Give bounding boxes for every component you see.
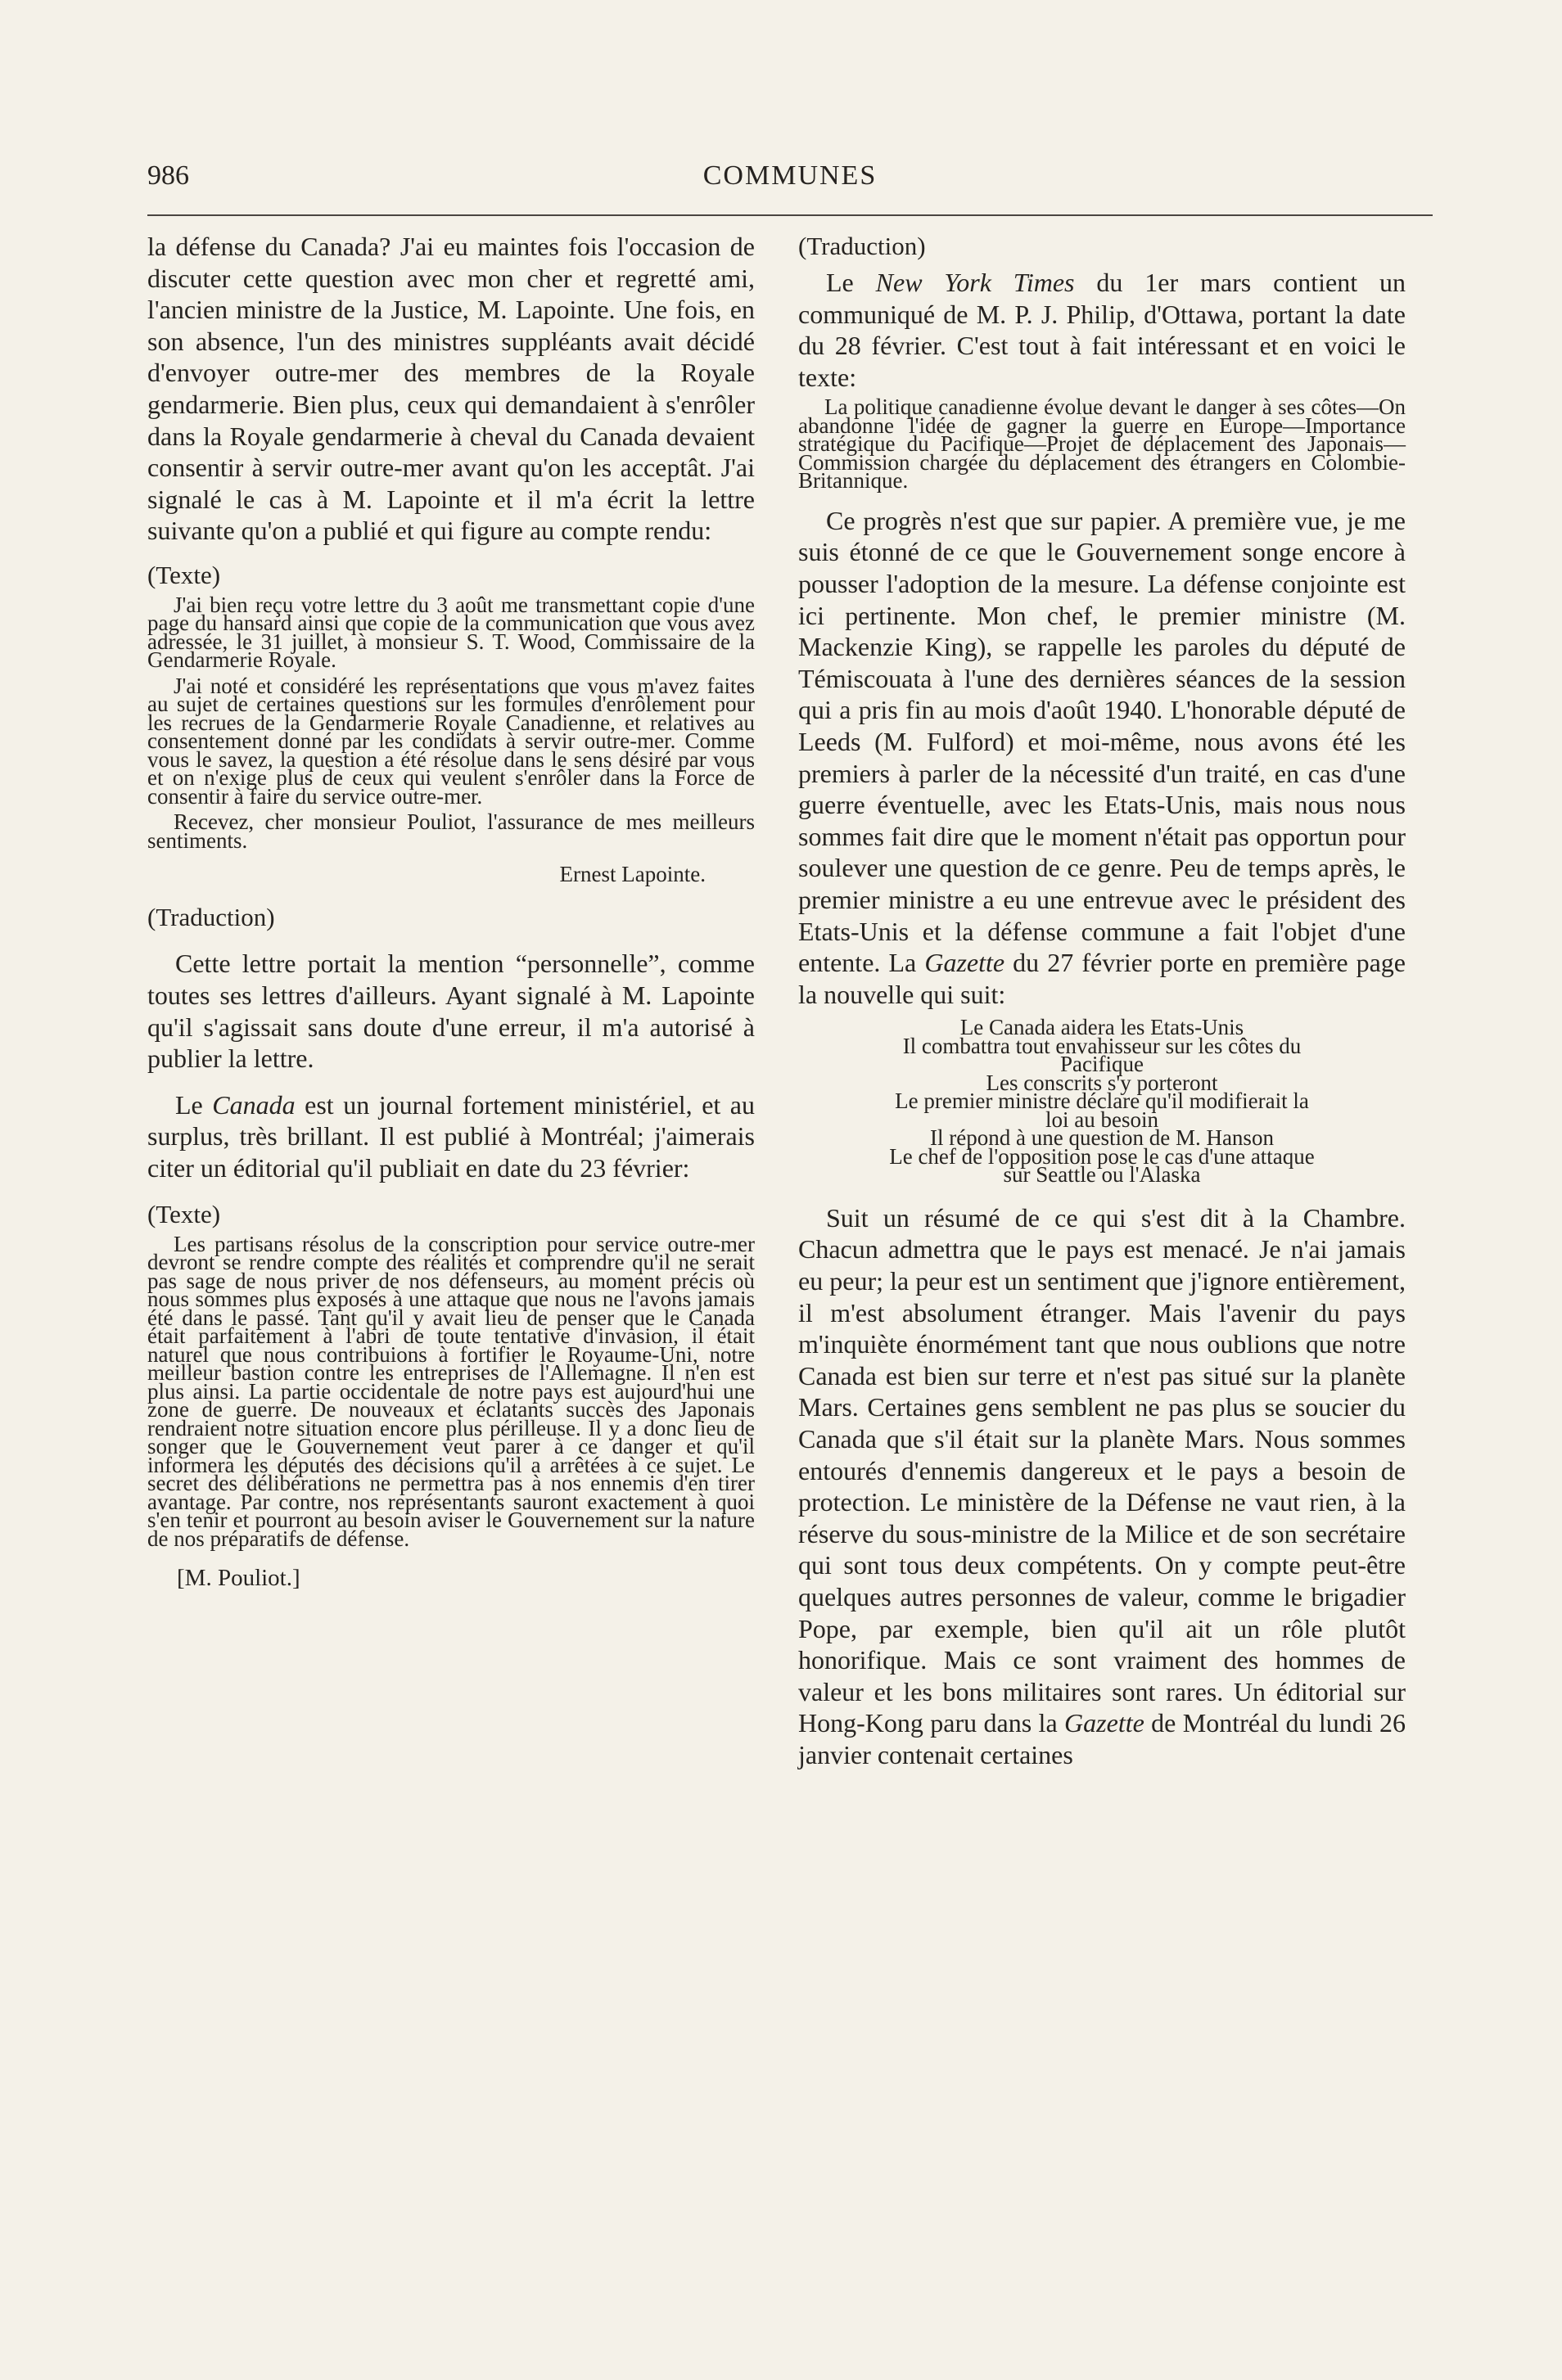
running-title: COMMUNES <box>702 160 878 191</box>
speaker-attribution: [M. Pouliot.] <box>177 1565 300 1592</box>
text-fragment: Le <box>175 1089 213 1120</box>
label-traduction: (Traduction) <box>798 232 926 260</box>
nyt-dispatch <box>798 394 1406 494</box>
canada-editorial <box>147 1231 755 1551</box>
headline-line: Le premier ministre déclare qu'il modifierait la <box>895 1089 1309 1114</box>
headline-line: sur Seattle ou l'Alaska <box>1003 1162 1201 1188</box>
page-number: 986 <box>147 160 189 191</box>
text-fragment: du 1er mars contient un communiqué de M. P. J. Philip, d'Ottawa, portant la date du 28 février. C'est tout à fait intéressant et en voici le texte: <box>798 268 1406 392</box>
text-fragment: Le <box>826 268 876 297</box>
publication-name: Canada <box>212 1089 296 1120</box>
letter-paragraph: J'ai bien reçu votre lettre du 3 août me transmettant copie d'une page du hansard ainsi que copie de la communication que vous avez adressée, le 31 juillet, à monsieur S. T. Wood, Commissaire de la Gendarmerie Royale. <box>147 592 755 673</box>
headline-line: Le chef de l'opposition pose le cas d'une attaque <box>889 1143 1315 1169</box>
headline-line: loi au besoin <box>1045 1107 1158 1132</box>
text-fragment: Ce progrès n'est que sur papier. A première vue, je me suis étonné de ce que le Gouvernement songe encore à pousser l'adoption de la mesure. La défense conjointe est ici pertinente. Mon chef, le premier ministre (M. Mackenzie King), se rappelle les paroles du député de Témiscouata à l'une des dernières séances de la session qui a pris fin au mois d'août 1940. L'honorable député de Leeds (M. Fulford) et moi-même, nous avons été les premiers à parler de la nécessité d'un traité, en cas d'une guerre éventuelle, avec les Etats-Unis, mais nous nous sommes fait dire que le moment n'était pas opportun pour soulever une question de ce genre. Peu de temps après, le premier ministre a eu une entrevue avec le président des Etats-Unis et la défense commune a fait l'objet d'une entente. La <box>798 505 1406 978</box>
lapointe-letter <box>147 592 755 853</box>
header-rule <box>147 214 1433 216</box>
dispatch-paragraph: La politique canadienne évolue devant le danger à ses côtes—On abandonne l'idée de gagner la guerre en Europe—Importance stratégique du Pacifique—Projet de déplacement des Japonais—Commission chargée du déplacement des étrangers en Colombie-Britannique. <box>798 394 1406 494</box>
text-fragment: de Montréal du lundi 26 janvier contenait certaines <box>798 1708 1406 1769</box>
label-traduction: (Traduction) <box>147 903 275 932</box>
paragraph-summary <box>798 1202 1406 1771</box>
text-fragment: Suit un résumé de ce qui s'est dit à la Chambre. Chacun admettra que le pays est menacé. Je n'ai jamais eu peur; la peur est un sentiment que j'ignore entièrement, il m'est absolument étranger. Mais l'avenir du pays m'inquiète énormément tant que nous oublions que notre Canada est bien sur terre et n'est pas situé sur la planète Mars. Certaines gens semblent ne pas plus se soucier du Canada que s'il était sur la planète Mars. Nous sommes entourés d'ennemis dangereux et le pays a besoin de protection. Le ministère de la Défense ne vaut rien, à la réserve du sous-ministre de la Milice et de son secrétaire qui sont tous deux compétents. On y compte peut-être quelques autres personnes de valeur, comme le brigadier Pope, par exemple, bien qu'il ait un rôle plutôt honorifique. Mais ce sont vraiment des hommes de valeur et les bons militaires sont rares. Un éditorial sur Hong-Kong paru dans la <box>798 1202 1406 1738</box>
paragraph-mention: Cette lettre portait la mention “personnelle”, comme toutes ses lettres d'ailleurs. Ayant signalé à M. Lapointe qu'il s'agissait sans doute d'une erreur, il m'a autorisé à publier la lettre. <box>147 949 755 1074</box>
publication-name: Gazette <box>924 948 1005 978</box>
page-header <box>147 160 1433 201</box>
headline-line: Le Canada aidera les Etats-Unis <box>959 1015 1244 1040</box>
letter-paragraph: Recevez, cher monsieur Pouliot, l'assurance de mes meilleurs sentiments. <box>147 809 755 853</box>
label-texte: (Texte) <box>147 560 221 589</box>
paragraph-canada-journal <box>147 1089 755 1184</box>
gazette-headlines <box>798 1015 1406 1188</box>
publication-name: Gazette <box>1064 1708 1144 1738</box>
text-fragment: du 27 février porte en première page la nouvelle qui suit: <box>798 948 1406 1009</box>
label-texte: (Texte) <box>147 1199 221 1228</box>
publication-name: New York Times <box>875 268 1075 297</box>
left-column <box>147 231 755 1592</box>
paragraph-progress <box>798 505 1406 1011</box>
editorial-paragraph: Les partisans résolus de la conscription pour service outre-mer devront se rendre compte des réalités et comprendre qu'il ne serait pas sage de nous priver de nos défenseurs, au moment précis où nous sommes plus exposés à une attaque que nous ne l'avons jamais été dans le passé. Tant qu'il y avait lieu de penser que le Canada était parfaitement à l'abri de toute tentative d'invasion, il était naturel que nous contribuions à fortifier le Royaume-Uni, notre meilleur bastion contre les entreprises de l'Allemagne. Il n'en est plus ainsi. La partie occidentale de notre pays est aujourd'hui une zone de guerre. De nouveaux et éclatants succès des Japonais rendraient notre situation encore plus périlleuse. Il y a donc lieu de songer que le Gouvernement veut parer à ce danger et qu'il informera les députés des décisions qu'il a arrêtées à ce sujet. Le secret des délibérations ne permettra pas à nos ennemis d'en tirer avantage. Par contre, nos représentants sauront exactement à quoi s'en tenir et pourront au besoin aviser le Gouvernement sur la nature de nos préparatifs de défense. <box>147 1231 755 1551</box>
letter-signature: Ernest Lapointe. <box>559 862 706 887</box>
headline-line: Les conscrits s'y porteront <box>986 1070 1218 1095</box>
headline-line: Il combattra tout envahisseur sur les côtes du <box>902 1033 1302 1058</box>
headline-line: Il répond à une question de M. Hanson <box>930 1125 1274 1151</box>
paragraph-new-york-times <box>798 267 1406 393</box>
headline-line: Pacifique <box>1060 1052 1144 1077</box>
text-fragment: est un journal fortement ministériel, et au surplus, très brillant. Il est publié à Montréal; j'aimerais citer un éditorial qu'il publiait en date du 23 février: <box>147 1089 756 1183</box>
letter-paragraph: J'ai noté et considéré les représentations que vous m'avez faites au sujet de certaines questions sur les formules d'enrôlement pour les recrues de la Gendarmerie Royale Canadienne, et relatives au consentement donné par les condidats à servir outre-mer. Comme vous le savez, la question a été résolue dans le sens désiré par vous et on n'exige plus de ceux qui veulent s'enrôler dans la Force de consentir à faire du service outre-mer. <box>147 673 755 809</box>
paragraph-defense: la défense du Canada? J'ai eu maintes fois l'occasion de discuter cette question avec mon cher et regretté ami, l'ancien ministre de la Justice, M. Lapointe. Une fois, en son absence, l'un des ministres suppléants avait décidé d'envoyer outre-mer des membres de la Royale gendarmerie. Bien plus, ceux qui demandaient à s'enrôler dans la Royale gendarmerie à cheval du Canada devaient consentir à servir outre-mer avant qu'on les acceptât. J'ai signalé le cas à M. Lapointe et il m'a écrit la lettre suivante qu'on a publié et qui figure au compte rendu: <box>147 232 755 546</box>
right-column <box>798 231 1406 1771</box>
